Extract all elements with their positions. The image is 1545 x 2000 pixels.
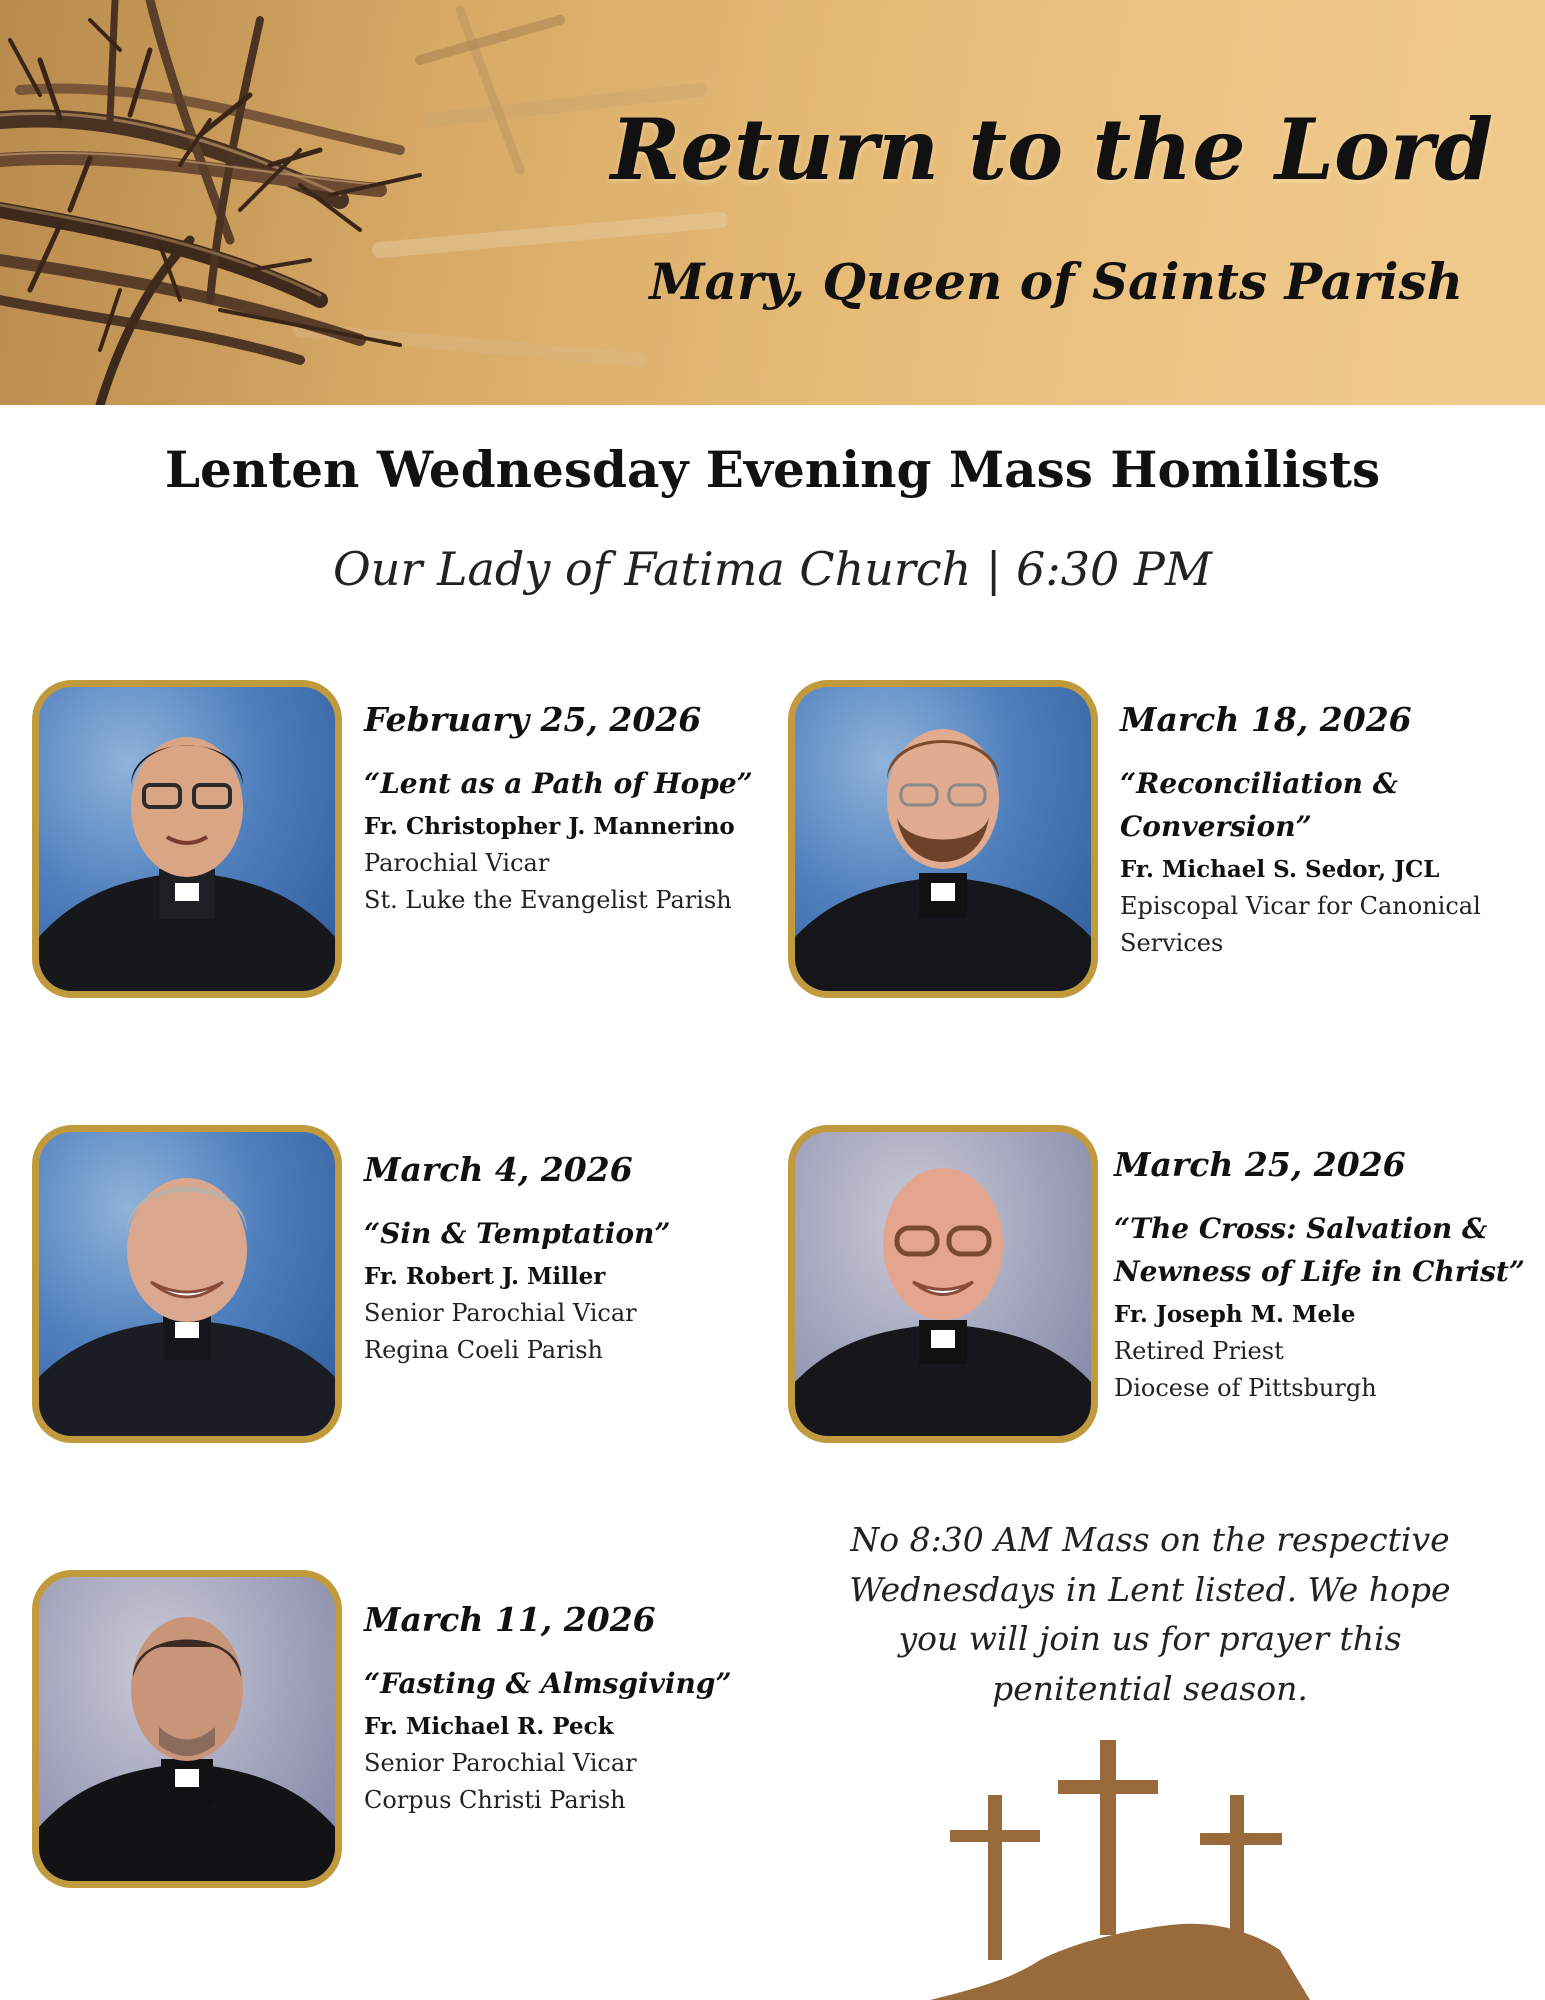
banner-title: Return to the Lord — [610, 100, 1493, 199]
homilist-parish: Corpus Christi Parish — [364, 1785, 626, 1814]
homily-date: March 11, 2026 — [364, 1600, 656, 1639]
homily-topic: “Fasting & Almsgiving” — [364, 1666, 732, 1700]
homilist-name: Fr. Michael S. Sedor, JCL — [1120, 856, 1440, 884]
homilist-photo-sedor — [788, 680, 1098, 998]
homily-topic: “The Cross: Salvation & Newness of Life in Christ” — [1114, 1211, 1525, 1288]
homilist-name: Fr. Joseph M. Mele — [1114, 1301, 1356, 1329]
three-crosses-icon — [930, 1740, 1310, 2000]
homilist-parish: Regina Coeli Parish — [364, 1335, 604, 1364]
homilist-card-4 — [1120, 700, 1545, 962]
homilist-role: Episcopal Vicar for Canonical Services — [1120, 892, 1481, 958]
homily-date: March 18, 2026 — [1120, 700, 1412, 739]
homilist-parish: Diocese of Pittsburgh — [1114, 1374, 1377, 1403]
homilist-name: Fr. Christopher J. Mannerino — [364, 812, 735, 840]
page-title: Lenten Wednesday Evening Mass Homilists — [164, 440, 1381, 499]
homilist-photo-mele — [788, 1125, 1098, 1443]
homily-date: February 25, 2026 — [364, 700, 702, 739]
homilist-card-5 — [1114, 1145, 1545, 1407]
homily-topic: “Sin & Temptation” — [364, 1216, 671, 1250]
homilist-role: Parochial Vicar — [364, 848, 550, 877]
header-banner — [0, 0, 1545, 405]
homily-topic: “Lent as a Path of Hope” — [364, 766, 753, 800]
homily-date: March 4, 2026 — [364, 1150, 633, 1189]
homilist-card-3 — [364, 1600, 804, 1819]
homily-topic: “Reconciliation & Conversion” — [1120, 766, 1399, 843]
homilist-photo-mannerino — [32, 680, 342, 998]
homilist-photo-miller — [32, 1125, 342, 1443]
homilist-photo-peck — [32, 1570, 342, 1888]
banner-subtitle: Mary, Queen of Saints Parish — [649, 252, 1463, 311]
crown-of-thorns-icon — [0, 0, 820, 405]
homilist-role: Retired Priest — [1114, 1337, 1284, 1366]
mass-schedule-note: No 8:30 AM Mass on the respective Wednesdays in Lent listed. We hope you will join us for prayer this penitential season. — [849, 1520, 1451, 1708]
homilist-name: Fr. Robert J. Miller — [364, 1262, 606, 1290]
homilist-name: Fr. Michael R. Peck — [364, 1712, 614, 1740]
homilist-role: Senior Parochial Vicar — [364, 1298, 637, 1327]
homilist-card-2 — [364, 1150, 804, 1369]
homilist-role: Senior Parochial Vicar — [364, 1748, 637, 1777]
homilist-card-1 — [364, 700, 804, 919]
location-time: Our Lady of Fatima Church | 6:30 PM — [333, 542, 1212, 596]
homily-date: March 25, 2026 — [1114, 1145, 1406, 1184]
homilist-parish: St. Luke the Evangelist Parish — [364, 885, 732, 914]
